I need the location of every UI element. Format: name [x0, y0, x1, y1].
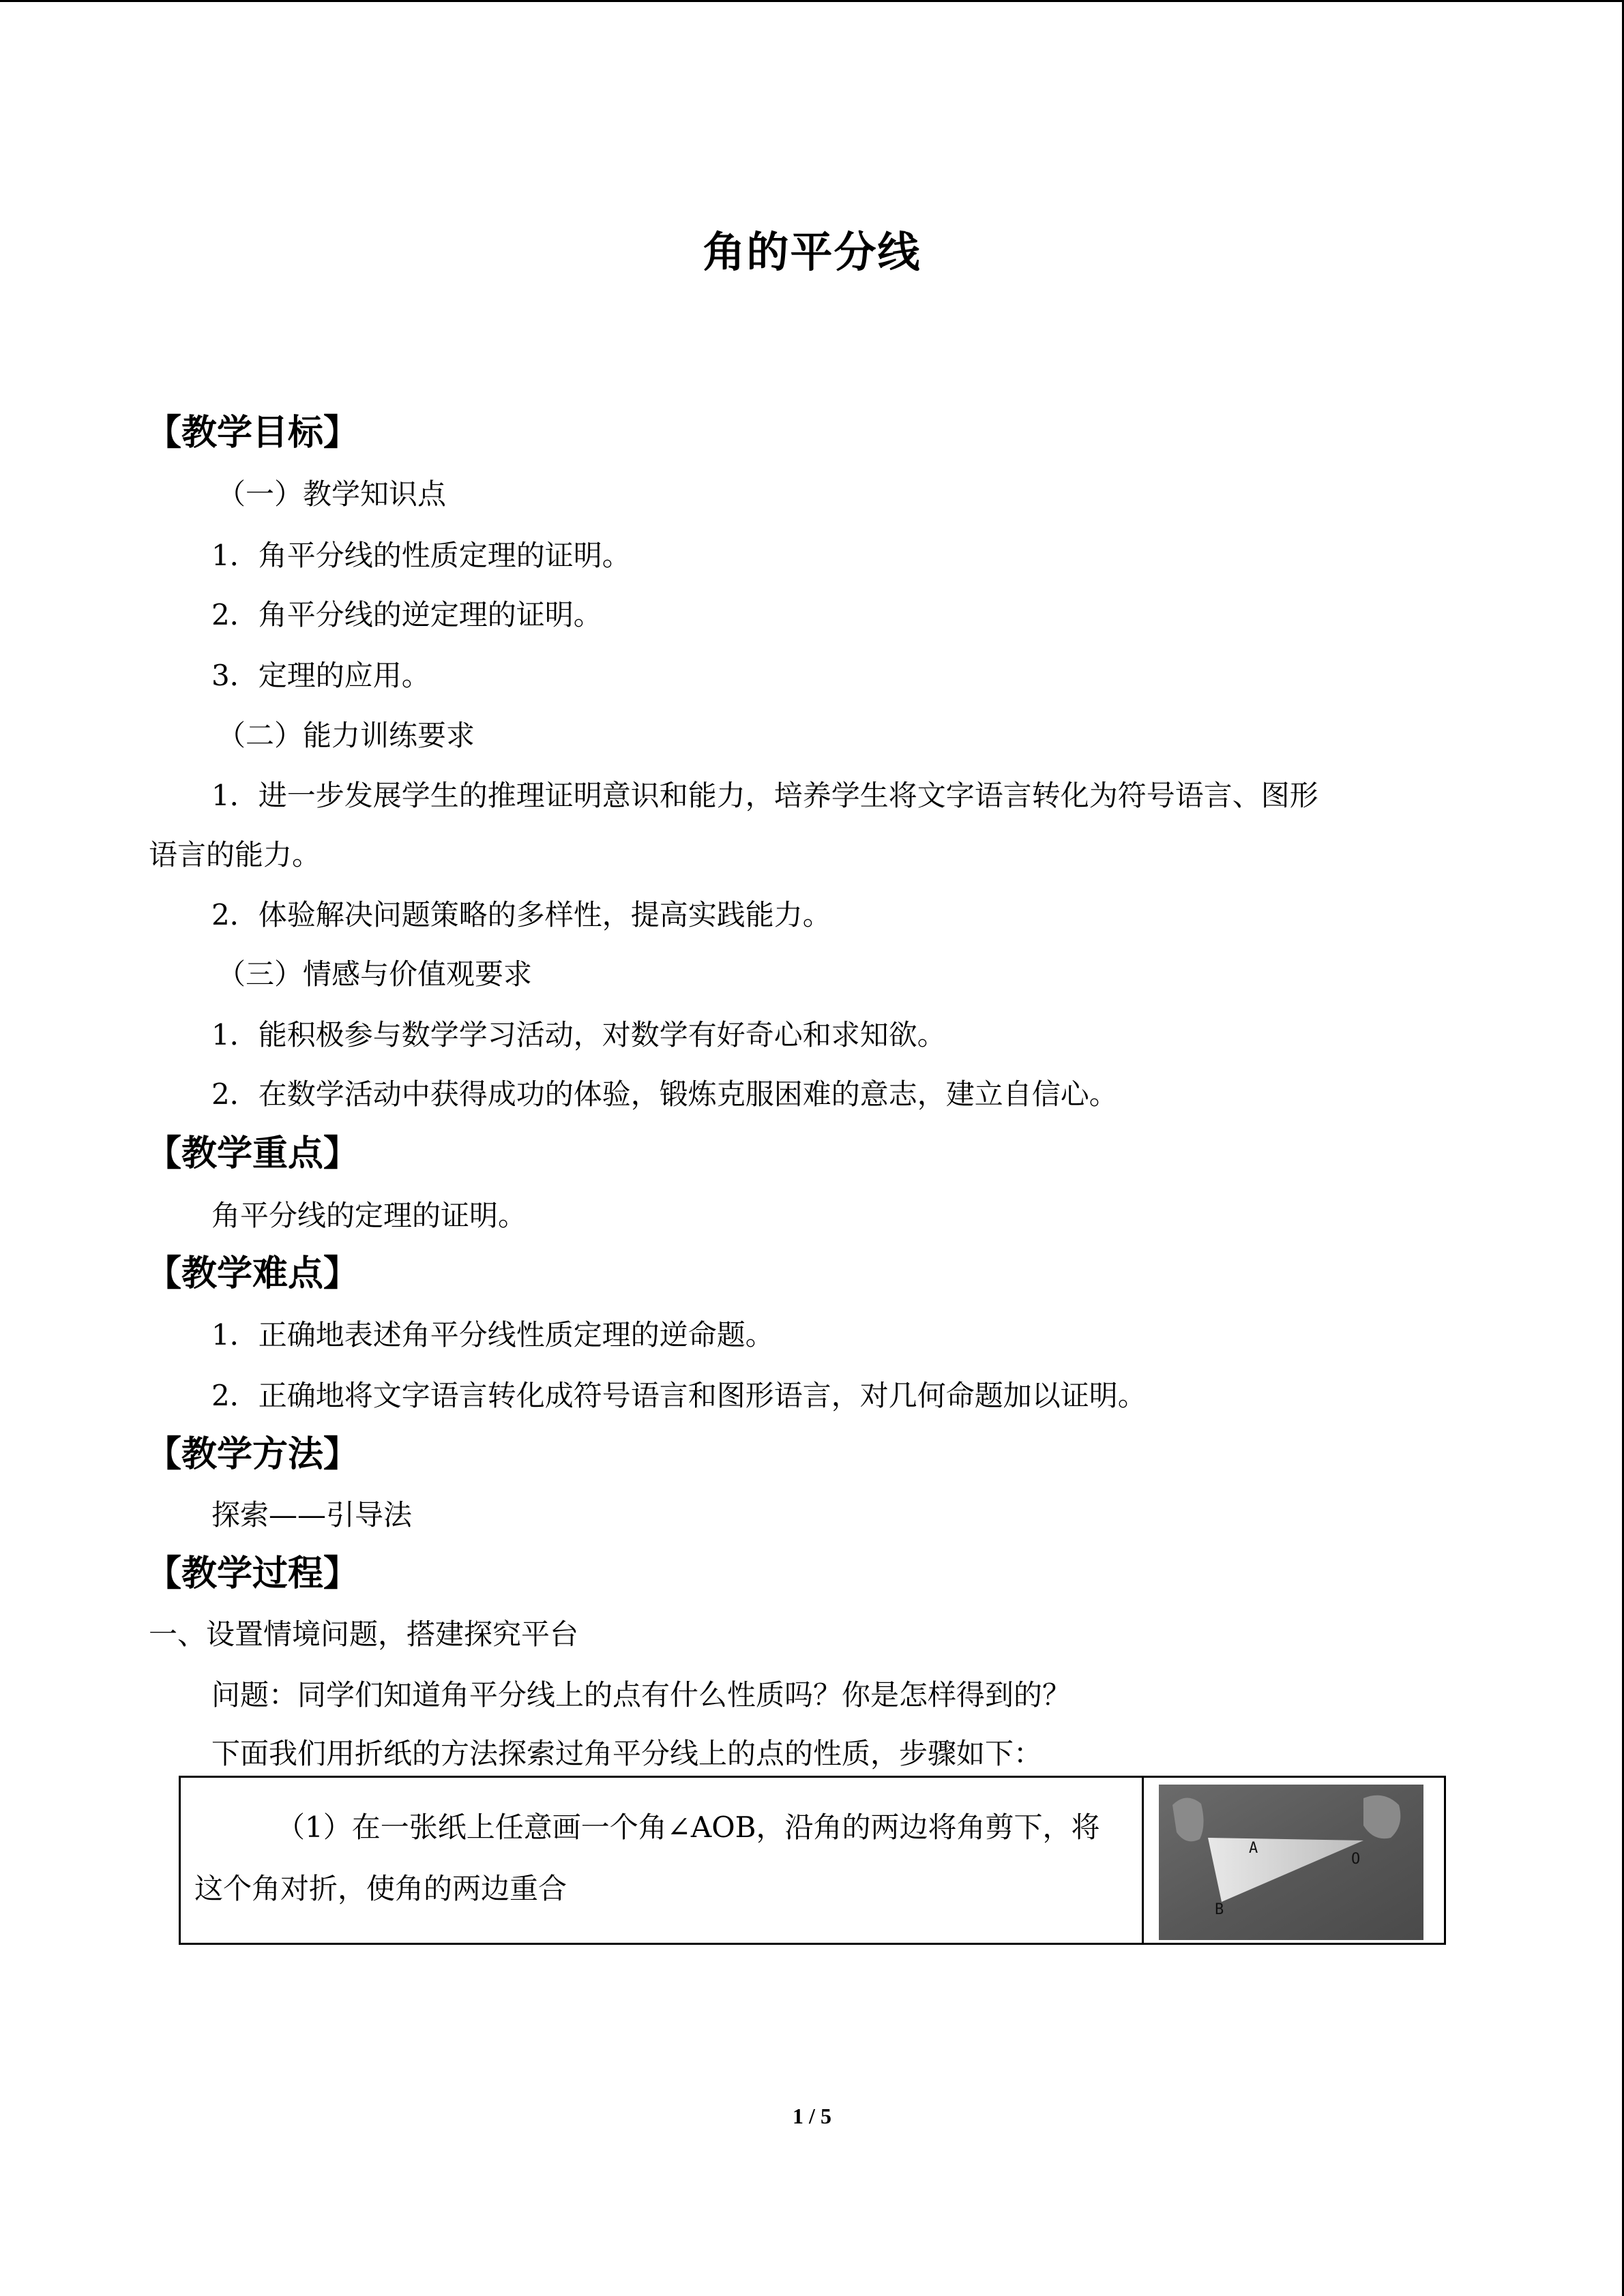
photo-label-b: B	[1215, 1901, 1224, 1918]
folding-step-table	[179, 1776, 1446, 1945]
goal-line: （三）情感与价值观要求	[217, 957, 533, 991]
goal-line: 1．角平分线的性质定理的证明。	[211, 539, 631, 572]
method-line: 探索——引导法	[211, 1498, 413, 1532]
goal-line: 1．进一步发展学生的推理证明意识和能力，培养学生将文字语言转化为符号语言、图形	[211, 779, 1318, 812]
goal-line: 3．定理的应用。	[211, 659, 430, 692]
process-line: 一、设置情境问题，搭建探究平台	[149, 1617, 579, 1651]
difficulty-line: 2．正确地将文字语言转化成符号语言和图形语言，对几何命题加以证明。	[211, 1379, 1147, 1412]
goal-line: （一）教学知识点	[217, 477, 447, 511]
page-border-top	[0, 0, 1624, 2]
step-image-cell	[1144, 1778, 1444, 1943]
goal-line: 2．在数学活动中获得成功的体验，锻炼克服困难的意志，建立自信心。	[211, 1077, 1118, 1111]
focus-line: 角平分线的定理的证明。	[211, 1199, 527, 1232]
heading-teaching-goals: 【教学目标】	[146, 413, 359, 453]
step-1-text: （1）在一张纸上任意画一个角∠AOB，沿角的两边将角剪下，将这个角对折，使角的两边重合	[194, 1810, 1100, 1905]
heading-teaching-method: 【教学方法】	[146, 1434, 359, 1475]
difficulty-line: 1．正确地表述角平分线性质定理的逆命题。	[211, 1318, 774, 1352]
heading-teaching-difficulty: 【教学难点】	[146, 1253, 359, 1294]
page-title: 角的平分线	[703, 227, 921, 277]
goal-line: 2．角平分线的逆定理的证明。	[211, 598, 602, 631]
goal-line: 2．体验解决问题策略的多样性，提高实践能力。	[211, 898, 831, 931]
paper-folding-photo	[1159, 1785, 1423, 1940]
process-line: 下面我们用折纸的方法探索过角平分线上的点的性质，步骤如下：	[211, 1737, 1043, 1770]
photo-label-o: O	[1351, 1851, 1361, 1868]
goal-line: 语言的能力。	[149, 838, 321, 871]
photo-label-a: A	[1249, 1840, 1258, 1857]
heading-teaching-focus: 【教学重点】	[146, 1133, 359, 1174]
page-number: 1 / 5	[793, 2104, 831, 2128]
heading-teaching-process: 【教学过程】	[146, 1553, 359, 1594]
goal-line: （二）能力训练要求	[217, 719, 475, 752]
goal-line: 1．能积极参与数学学习活动，对数学有好奇心和求知欲。	[211, 1018, 946, 1052]
step-text-cell	[181, 1778, 1144, 1943]
process-line: 问题：同学们知道角平分线上的点有什么性质吗？你是怎样得到的？	[211, 1678, 1072, 1712]
right-hand	[1363, 1795, 1400, 1838]
